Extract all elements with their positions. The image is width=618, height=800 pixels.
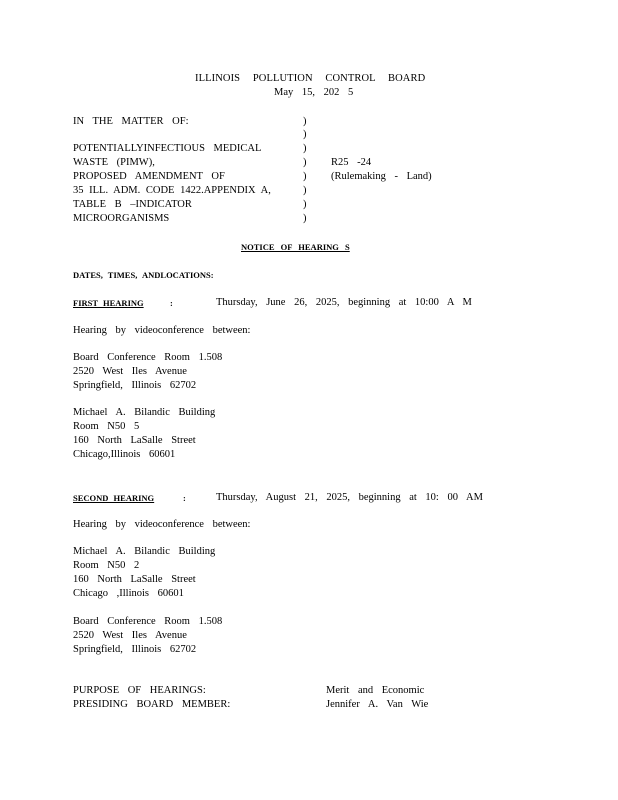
- first-hearing-colon: :: [170, 298, 173, 308]
- second-hearing-colon: :: [183, 493, 186, 503]
- presiding-value: Jennifer A. Van Wie: [326, 699, 429, 710]
- address-line: Room N50 5: [73, 421, 140, 432]
- caption-line: PROPOSED AMENDMENT OF: [73, 171, 225, 182]
- purpose-value: Merit and Economic: [326, 685, 425, 696]
- purpose-label: PURPOSE OF HEARINGS:: [73, 685, 206, 696]
- presiding-label: PRESIDING BOARD MEMBER:: [73, 699, 231, 710]
- second-hearing-mode: Hearing by videoconference between:: [73, 519, 251, 530]
- proceeding-type: (Rulemaking - Land): [331, 171, 432, 182]
- document-date: May 15, 202 5: [274, 87, 354, 98]
- caption-paren: ): [303, 157, 307, 168]
- address-line: Michael A. Bilandic Building: [73, 546, 216, 557]
- address-line: Chicago,Illinois 60601: [73, 449, 176, 460]
- caption-paren: ): [303, 185, 307, 196]
- caption-line: MICROORGANISMS: [73, 213, 170, 224]
- caption-line: WASTE (PIMW),: [73, 157, 155, 168]
- first-hearing-mode: Hearing by videoconference between:: [73, 325, 251, 336]
- caption-paren: ): [303, 129, 307, 140]
- first-hearing-when: Thursday, June 26, 2025, beginning at 10:00 A M: [216, 297, 472, 308]
- first-hearing-label: FIRST HEARING: [73, 298, 144, 308]
- dates-heading: DATES, TIMES, ANDLOCATIONS:: [73, 270, 214, 280]
- address-line: 2520 West Iles Avenue: [73, 630, 187, 641]
- address-line: Springfield, Illinois 62702: [73, 644, 197, 655]
- notice-title: NOTICE OF HEARING S: [241, 242, 350, 252]
- address-line: Springfield, Illinois 62702: [73, 380, 197, 391]
- caption-paren: ): [303, 213, 307, 224]
- caption-line: 35 ILL. ADM. CODE 1422.APPENDIX A,: [73, 185, 271, 196]
- caption-paren: ): [303, 199, 307, 210]
- address-line: 2520 West Iles Avenue: [73, 366, 187, 377]
- address-line: Board Conference Room 1.508: [73, 352, 223, 363]
- address-line: Chicago ,Illinois 60601: [73, 588, 184, 599]
- caption-line: IN THE MATTER OF:: [73, 116, 189, 127]
- second-hearing-label: SECOND HEARING: [73, 493, 155, 503]
- docket-number: R25 -24: [331, 157, 372, 168]
- address-line: Room N50 2: [73, 560, 140, 571]
- address-line: Board Conference Room 1.508: [73, 616, 223, 627]
- caption-paren: ): [303, 171, 307, 182]
- address-line: 160 North LaSalle Street: [73, 574, 196, 585]
- caption-paren: ): [303, 116, 307, 127]
- caption-line: POTENTIALLYINFECTIOUS MEDICAL: [73, 143, 262, 154]
- agency-title: ILLINOIS POLLUTION CONTROL BOARD: [195, 73, 426, 84]
- address-line: Michael A. Bilandic Building: [73, 407, 216, 418]
- address-line: 160 North LaSalle Street: [73, 435, 196, 446]
- second-hearing-when: Thursday, August 21, 2025, beginning at 10: 00 AM: [216, 492, 483, 503]
- caption-line: TABLE B –INDICATOR: [73, 199, 192, 210]
- caption-paren: ): [303, 143, 307, 154]
